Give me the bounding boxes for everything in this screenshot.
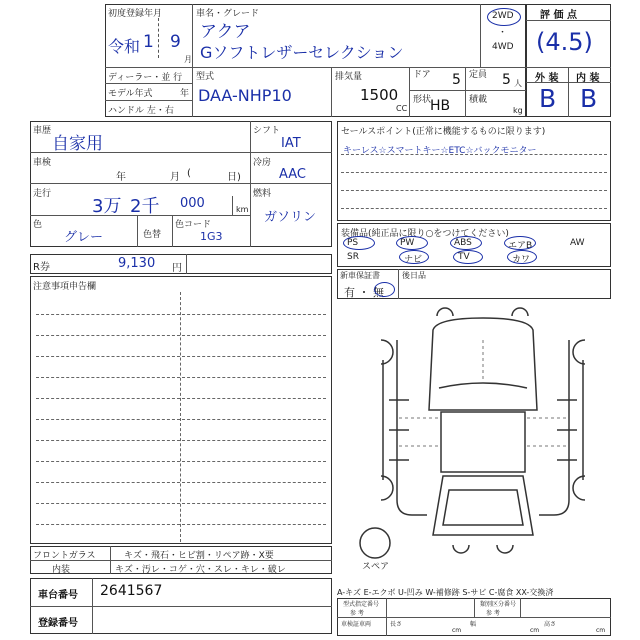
shift-label: シフト <box>253 126 281 136</box>
era-value: 令和 <box>108 37 141 56</box>
shape-value: HB <box>430 98 451 114</box>
color-change-label: 色替 <box>143 230 162 240</box>
handle-label: ハンドル 左・右 <box>108 106 174 116</box>
ref-label-1: 参 考 <box>350 610 364 617</box>
recycle-unit: 円 <box>172 263 182 274</box>
height-unit: cm <box>596 627 606 634</box>
load-label: 積載 <box>469 95 488 105</box>
form-spec-label: 型式指定番号 <box>343 601 380 608</box>
notes-line <box>36 398 326 399</box>
width-label: 幅 <box>470 621 477 628</box>
year-value: 1 <box>143 32 154 52</box>
month-value: 9 <box>170 32 181 52</box>
inspection-day: 日) <box>227 172 241 183</box>
equipment-selected-circle <box>399 250 429 264</box>
load-unit: kg <box>513 106 523 115</box>
equipment-selected-circle <box>450 236 482 250</box>
model-year-unit: 年 <box>180 89 190 99</box>
rating-label: 評 価 点 <box>540 10 577 21</box>
model-year-label: モデル年式 <box>108 89 153 99</box>
car-name-value: アクア <box>200 22 251 42</box>
equipment-item: ABS <box>454 238 472 248</box>
grade-value: Gソフトレザーセレクション <box>200 43 404 62</box>
sales-points-line1: キーレス☆スマートキー☆ETC☆バックモニター <box>343 146 537 156</box>
door-value: 5 <box>452 72 461 88</box>
inspection-label: 車検 <box>33 158 52 168</box>
exterior-value: B <box>539 84 557 113</box>
reg-label: 登録番号 <box>38 618 78 629</box>
car-name-label: 車名・グレード <box>196 9 260 19</box>
notes-line <box>36 419 326 420</box>
notes-line <box>36 503 326 504</box>
displacement-unit: CC <box>396 104 408 113</box>
fuel-label: 燃料 <box>253 189 272 199</box>
notes-line <box>36 461 326 462</box>
interior-cond-label: 内装 <box>52 565 71 575</box>
mileage-label: 走行 <box>33 189 52 199</box>
door-label: ドア <box>413 70 431 80</box>
displacement-value: 1500 <box>360 86 399 104</box>
color-value: グレー <box>64 230 104 245</box>
mileage-man: 3万 <box>92 196 122 217</box>
equipment-selected-circle <box>504 236 536 250</box>
category-value: 自家用 <box>52 134 103 154</box>
inspection-month: 月 <box>170 172 180 183</box>
chassis-value: 2641567 <box>100 583 163 599</box>
interior-label: 内 装 <box>576 73 600 84</box>
type-label: 型式 <box>196 72 215 82</box>
color-code-value: 1G3 <box>200 230 223 243</box>
shift-value: IAT <box>281 136 301 151</box>
length-label: 長さ <box>390 621 403 628</box>
notes-line <box>36 482 326 483</box>
equipment-item: AW <box>570 238 585 248</box>
drive-2wd: 2WD <box>492 11 514 21</box>
equipment-item: PS <box>347 238 359 248</box>
equipment-selected-circle <box>453 250 483 264</box>
equipment-selected-circle <box>507 250 537 264</box>
drive-4wd: 4WD <box>492 42 514 52</box>
mileage-unit: km <box>236 205 249 214</box>
chassis-label: 車台番号 <box>38 590 78 601</box>
recycle-label: R券 <box>33 262 50 273</box>
notes-line <box>36 377 326 378</box>
capacity-value: 5 <box>502 72 511 88</box>
warranty-selected-circle <box>374 282 395 297</box>
equipment-item: カワ <box>512 255 531 265</box>
height-label: 高さ <box>544 621 557 628</box>
recycle-value: 9,130 <box>118 256 156 271</box>
month-unit: 月 <box>184 55 192 64</box>
equipment-item: ナビ <box>404 255 423 265</box>
equipment-item: TV <box>458 252 470 262</box>
exterior-label: 外 装 <box>535 73 559 84</box>
notes-line <box>36 356 326 357</box>
spare-label: スペア <box>362 562 390 572</box>
windshield-legend: キズ・飛石・ヒビ割・リペア跡・X要 <box>124 551 274 561</box>
displacement-label: 排気量 <box>335 72 363 82</box>
length-unit: cm <box>452 627 462 634</box>
windshield-label: フロントガラス <box>33 551 96 561</box>
ac-label: 冷房 <box>253 158 272 168</box>
interior-value: B <box>580 84 598 113</box>
notes-line <box>36 335 326 336</box>
dims-label: 車検証車両 <box>341 621 372 628</box>
category-label: 車歴 <box>33 126 52 136</box>
car-damage-diagram <box>337 300 611 580</box>
type-value: DAA-NHP10 <box>198 86 292 105</box>
equipment-item: SR <box>347 252 359 262</box>
inspection-paren: ( <box>187 168 191 179</box>
color-label: 色 <box>33 220 43 230</box>
notes-line <box>36 440 326 441</box>
equipment-selected-circle <box>343 236 375 250</box>
sales-points-label: セールスポイント(正常に機能するものに限ります) <box>341 127 546 137</box>
equipment-item: PW <box>400 238 415 248</box>
color-code-label: 色コード <box>175 220 212 230</box>
inspection-year: 年 <box>116 172 126 183</box>
rating-score: (4.5) <box>536 28 593 56</box>
interior-legend: キズ・汚レ・コゲ・穴・スレ・キレ・破レ <box>115 565 286 575</box>
drive-dot: ・ <box>498 28 508 38</box>
capacity-unit: 人 <box>514 79 522 88</box>
fuel-value: ガソリン <box>264 210 317 225</box>
mileage-sen: 2千 <box>130 196 160 217</box>
ac-value: AAC <box>279 167 306 182</box>
damage-legend: A-キズ E-エクボ U-凹み W-補修跡 S-サビ C-腐食 XX-交換済 <box>337 588 554 597</box>
capacity-label: 定員 <box>469 70 488 80</box>
notes-line <box>36 314 326 315</box>
equipment-item: エアB <box>508 241 533 251</box>
back-date-label: 後日品 <box>402 271 426 280</box>
width-unit: cm <box>530 627 540 634</box>
mileage-rest: 000 <box>180 196 205 211</box>
class-label: 類別区分番号 <box>480 601 517 608</box>
equipment-label: 装備品(純正品に限り○をつけてください) <box>341 229 509 239</box>
notes-label: 注意事項申告欄 <box>33 282 97 292</box>
warranty-values: 有 ・ 無 <box>344 286 384 299</box>
ref-label-2: 参 考 <box>486 610 500 617</box>
shape-label: 形状 <box>413 95 432 105</box>
dealer-label: ディーラー・並 行 <box>108 73 183 83</box>
notes-line <box>36 524 326 525</box>
new-car-warranty-label: 新車保証書 <box>340 271 380 280</box>
equipment-selected-circle <box>396 236 428 250</box>
first-reg-label: 初度登録年月 <box>108 9 163 19</box>
